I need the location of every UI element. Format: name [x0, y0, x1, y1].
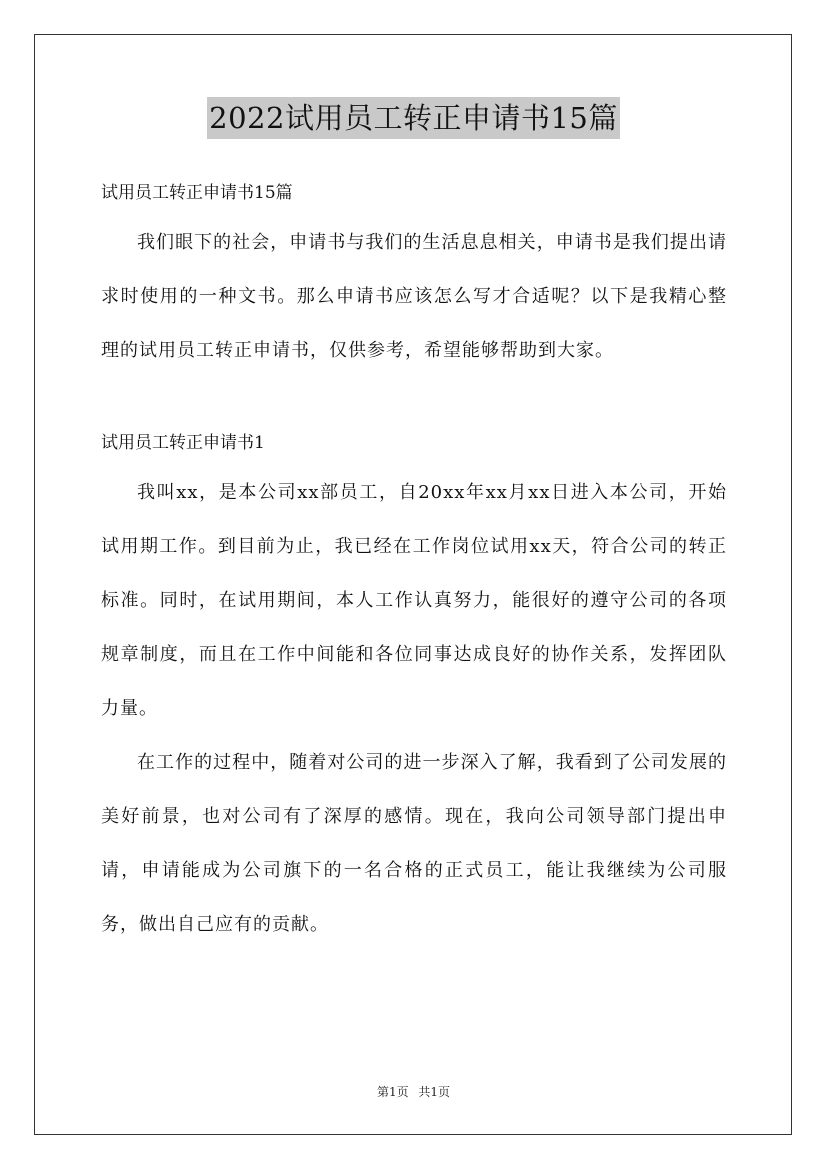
page-number: 第1页 [376, 1085, 409, 1099]
page-total: 共1页 [418, 1085, 451, 1099]
intro-paragraph: 我们眼下的社会，申请书与我们的生活息息相关，申请书是我们提出请求时使用的一种文书。那么申请书应该怎么写才合适呢？以下是我精心整理的试用员工转正申请书，仅供参考，希望能够帮助到大家。 [101, 232, 727, 361]
document-body [101, 170, 727, 952]
subheading: 试用员工转正申请书15篇 [101, 183, 293, 203]
title-wrap [0, 97, 827, 139]
section-heading: 试用员工转正申请书1 [101, 433, 265, 453]
body-paragraph: 在工作的过程中，随着对公司的进一步深入了解，我看到了公司发展的美好前景，也对公司有了深厚的感情。现在，我向公司领导部门提出申请，申请能成为公司旗下的一名合格的正式员工，能让我继续为公司服务，做出自己应有的贡献。 [101, 752, 727, 935]
page-footer [0, 1083, 827, 1100]
section-spacer [101, 378, 727, 420]
document-title: 2022试用员工转正申请书15篇 [207, 97, 620, 139]
body-paragraph: 我叫xx，是本公司xx部员工，自20xx年xx月xx日进入本公司，开始试用期工作。到目前为止，我已经在工作岗位试用xx天，符合公司的转正标准。同时，在试用期间，本人工作认真努力，能很好的遵守公司的各项规章制度，而且在工作中间能和各位同事达成良好的协作关系，发挥团队力量。 [101, 482, 727, 719]
